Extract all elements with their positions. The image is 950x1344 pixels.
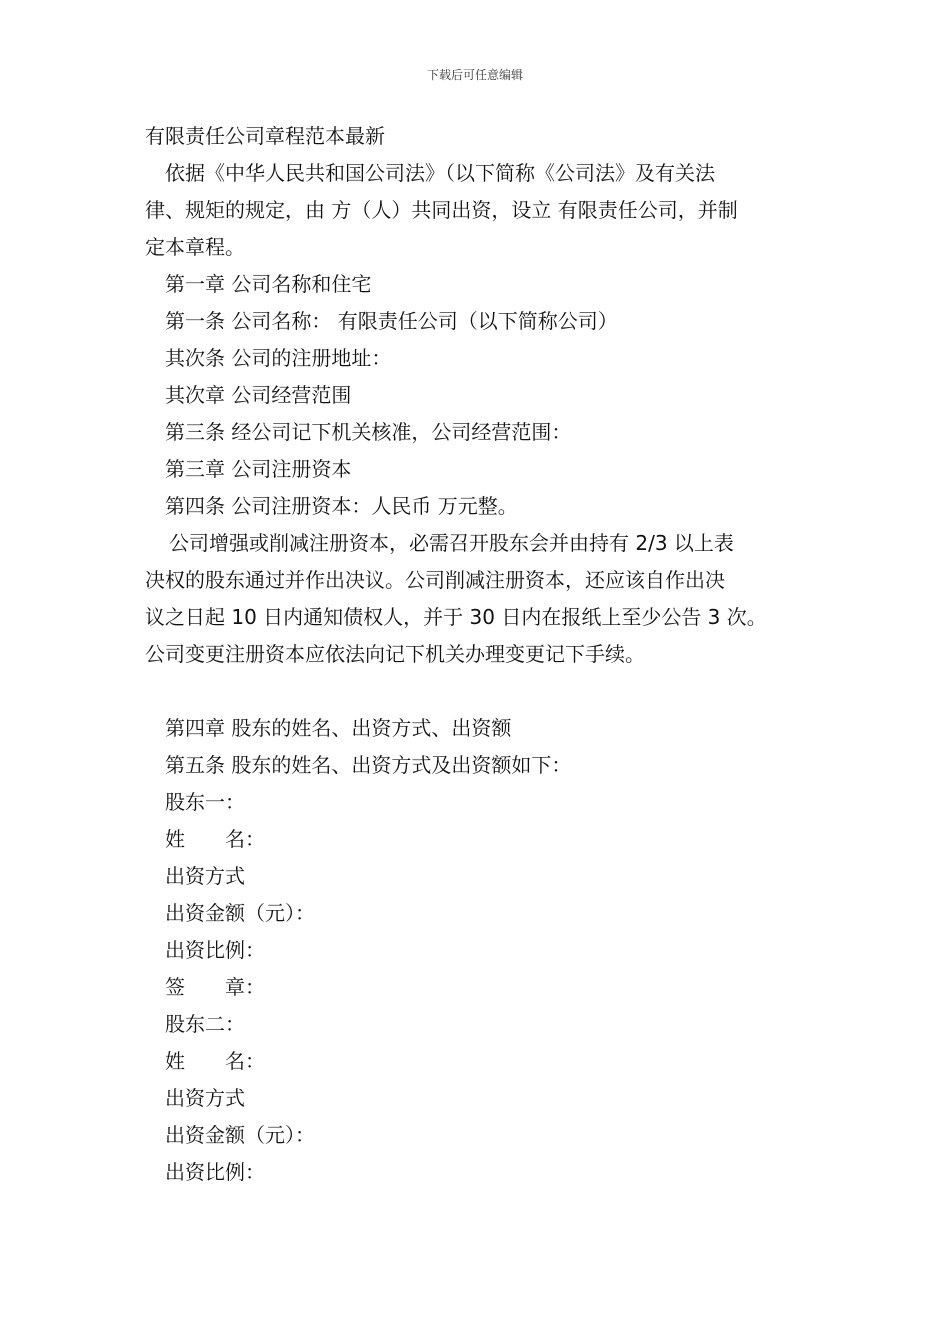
- shareholder-1: 股东一：: [165, 790, 245, 814]
- article-2: 其次条 公司的注册地址：: [165, 346, 392, 370]
- chapter-2: 其次章 公司经营范围: [165, 383, 352, 407]
- chapter-3: 第三章 公司注册资本: [165, 457, 352, 481]
- shareholder-1-name: 姓 名：: [165, 827, 265, 851]
- capital-line-3: 议之日起 10 日内通知债权人，并于 30 日内在报纸上至少公告 3 次。: [145, 605, 767, 629]
- capital-line-2: 决权的股东通过并作出决议。公司削减注册资本，还应该自作出决: [145, 568, 725, 592]
- shareholder-1-ratio: 出资比例：: [165, 938, 265, 962]
- shareholder-1-amount: 出资金额（元）：: [165, 901, 315, 925]
- intro-line-2: 律、规矩的规定，由 方（人）共同出资，设立 有限责任公司，并制: [145, 198, 738, 222]
- chapter-4: 第四章 股东的姓名、出资方式、出资额: [165, 716, 512, 740]
- shareholder-2: 股东二：: [165, 1012, 245, 1036]
- document-body: [145, 118, 815, 1191]
- article-3: 第三条 经公司记下机关核准，公司经营范围：: [165, 420, 572, 444]
- shareholder-2-method: 出资方式: [165, 1086, 245, 1110]
- article-1: 第一条 公司名称： 有限责任公司（以下简称公司）: [165, 309, 618, 333]
- shareholder-2-amount: 出资金额（元）：: [165, 1123, 315, 1147]
- document-title: 有限责任公司章程范本最新: [145, 124, 385, 148]
- capital-line-1: 公司增强或削减注册资本，必需召开股东会并由持有 2/3 以上表: [169, 531, 734, 555]
- article-4: 第四条 公司注册资本：人民币 万元整。: [165, 494, 518, 518]
- spacer: [145, 673, 815, 710]
- intro-line-1: 依据《中华人民共和国公司法》（以下简称《公司法》及有关法: [165, 161, 715, 185]
- article-5: 第五条 股东的姓名、出资方式及出资额如下：: [165, 753, 572, 777]
- shareholder-1-method: 出资方式: [165, 864, 245, 888]
- page-header: 下载后可任意编辑: [426, 68, 523, 82]
- shareholder-2-name: 姓 名：: [165, 1049, 265, 1073]
- capital-line-4: 公司变更注册资本应依法向记下机关办理变更记下手续。: [145, 642, 645, 666]
- chapter-1: 第一章 公司名称和住宅: [165, 272, 372, 296]
- shareholder-1-seal: 签 章：: [165, 975, 265, 999]
- shareholder-2-ratio: 出资比例：: [165, 1160, 265, 1184]
- intro-line-3: 定本章程。: [145, 235, 245, 259]
